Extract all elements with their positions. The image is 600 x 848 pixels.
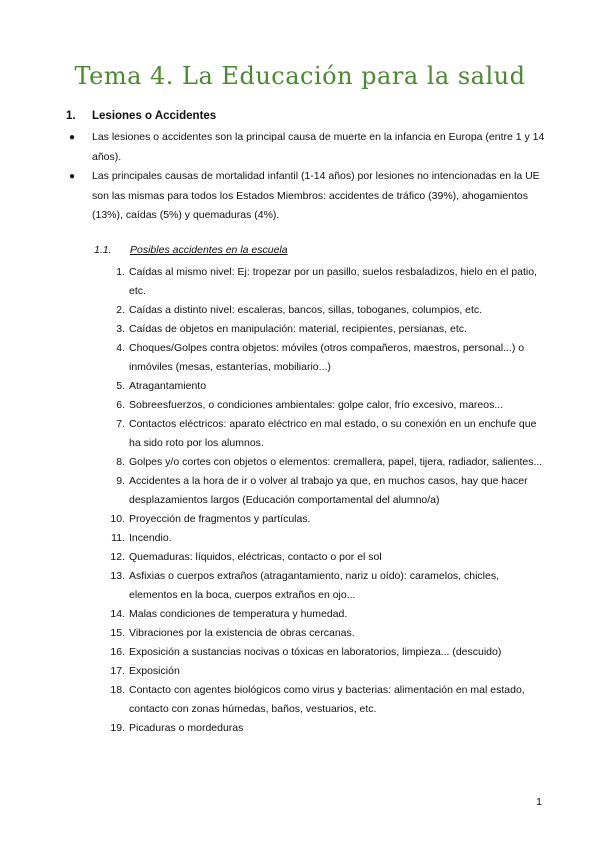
list-item [110, 339, 546, 377]
section-label: Lesiones o Accidentes [92, 110, 217, 122]
list-item-number: 16. [110, 646, 125, 658]
list-item-text: Caídas al mismo nivel: Ej: tropezar por un pasillo, suelos resbaladizos, hielo en el patio, etc. [129, 266, 537, 297]
list-item [110, 377, 546, 396]
list-item-text: Choques/Golpes contra objetos: móviles (otros compañeros, maestros, personal...) o inmóviles (mesas, estanterías, mobiliario...) [129, 342, 525, 373]
list-item [110, 510, 546, 529]
list-item-text: Asfixias o cuerpos extraños (atragantamiento, nariz u oído): caramelos, chicles, elementos en la boca, cuerpos extraños en ojo... [129, 570, 500, 601]
list-item-text: Incendio. [129, 532, 172, 544]
list-item-text: Contactos eléctricos: aparato eléctrico en mal estado, o su conexión en un enchufe que ha sido roto por los alumnos. [129, 418, 537, 449]
list-item-text: Quemaduras: líquidos, eléctricas, contacto o por el sol [129, 551, 382, 563]
list-item [110, 605, 546, 624]
list-item-text: Sobreesfuerzos, o condiciones ambientales: golpe calor, frío excesivo, mareos... [129, 399, 504, 411]
bullet-item [66, 128, 546, 167]
list-item [110, 472, 546, 510]
list-item [110, 415, 546, 453]
list-item-text: Contacto con agentes biológicos como virus y bacterias: alimentación en mal estado, contacto con zonas húmedas, baños, vestuarios, etc. [129, 684, 525, 715]
section-number: 1. [66, 110, 76, 122]
list-item [110, 263, 546, 301]
list-item [110, 320, 546, 339]
list-item [110, 624, 546, 643]
list-item-text: Caídas de objetos en manipulación: material, recipientes, persianas, etc. [129, 323, 467, 335]
list-item-text: Exposición a sustancias nocivas o tóxicas en laboratorios, limpieza... (descuido) [129, 646, 502, 658]
list-item-text: Exposición [129, 665, 180, 677]
bullet-icon: ● [69, 171, 76, 182]
list-item-text: Malas condiciones de temperatura y humedad. [129, 608, 348, 620]
list-item-number: 17. [110, 665, 125, 677]
list-item-number: 9. [116, 475, 125, 487]
section-heading [66, 110, 216, 122]
list-item-text: Atragantamiento [129, 380, 207, 392]
subsection-label: Posibles accidentes en la escuela [130, 244, 288, 256]
list-item-text: Proyección de fragmentos y partículas. [129, 513, 311, 525]
bullet-icon: ● [69, 132, 76, 143]
bullet-item [66, 167, 546, 226]
list-item [110, 301, 546, 320]
list-item [110, 396, 546, 415]
list-item [110, 643, 546, 662]
list-item [110, 529, 546, 548]
bullet-text: Las lesiones o accidentes son la principal causa de muerte en la infancia en Europa (entre 1 y 14 años). [92, 131, 545, 163]
list-item-number: 5. [116, 380, 125, 392]
numbered-list [110, 263, 546, 738]
list-item-number: 8. [116, 456, 125, 468]
list-item [110, 567, 546, 605]
list-item-number: 12. [110, 551, 125, 563]
bullet-list [66, 128, 546, 226]
list-item-number: 4. [116, 342, 125, 354]
list-item [110, 548, 546, 567]
list-item-number: 13. [110, 570, 125, 582]
list-item [110, 719, 546, 738]
page-number: 1 [536, 796, 542, 808]
list-item-text: Accidentes a la hora de ir o volver al trabajo ya que, en muchos casos, hay que hacer desplazamientos largos (Educación comportamental del alumno/a) [129, 475, 528, 506]
list-item-number: 1. [116, 266, 125, 278]
list-item-text: Caídas a distinto nivel: escaleras, bancos, sillas, toboganes, columpios, etc. [129, 304, 483, 316]
list-item-number: 2. [116, 304, 125, 316]
list-item-number: 7. [116, 418, 125, 430]
list-item-number: 14. [110, 608, 125, 620]
subsection-number: 1.1. [94, 244, 112, 256]
page-title: Tema 4. La Educación para la salud [74, 62, 526, 90]
list-item [110, 453, 546, 472]
list-item-number: 15. [110, 627, 125, 639]
list-item-number: 10. [110, 513, 125, 525]
list-item-number: 19. [110, 722, 125, 734]
list-item [110, 662, 546, 681]
list-item-number: 6. [116, 399, 125, 411]
list-item-text: Vibraciones por la existencia de obras cercanas. [129, 627, 355, 639]
bullet-text: Las principales causas de mortalidad infantil (1-14 años) por lesiones no intencionadas en la UE son las mismas para todos los Estados Miembros: accidentes de tráfico (39%), ahogamientos (13%), caídas (5%) y quemaduras (4%). [92, 170, 540, 221]
list-item [110, 681, 546, 719]
list-item-text: Golpes y/o cortes con objetos o elementos: cremallera, papel, tijera, radiador, salientes... [129, 456, 543, 468]
list-item-number: 18. [110, 684, 125, 696]
subsection-heading [94, 244, 288, 256]
list-item-text: Picaduras o mordeduras [129, 722, 244, 734]
list-item-number: 11. [111, 532, 125, 544]
list-item-number: 3. [116, 323, 125, 335]
